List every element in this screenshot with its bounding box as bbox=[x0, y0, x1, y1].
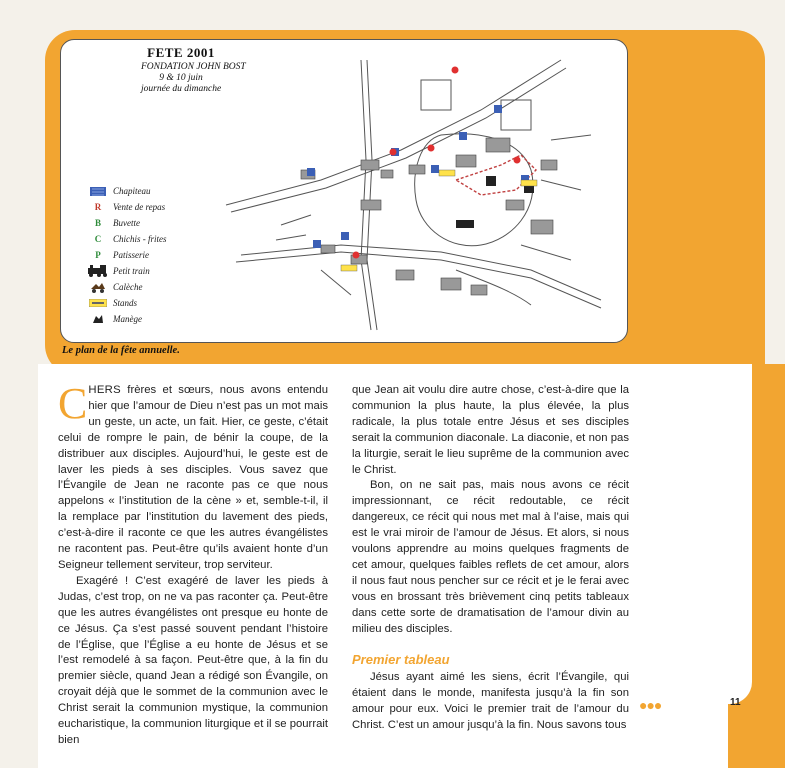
legend-item-patisserie: P Patisserie bbox=[95, 250, 149, 260]
chapiteau-icon bbox=[83, 187, 113, 196]
section-heading: Premier tableau bbox=[352, 651, 450, 667]
map-caption: Le plan de la fête annuelle. bbox=[62, 345, 180, 356]
legend-item-caleche: Calèche bbox=[83, 279, 167, 295]
legend-item-chichis: C Chichis - frites bbox=[94, 234, 167, 244]
legend-item-train: Petit train bbox=[83, 263, 167, 279]
page-number: 11 bbox=[730, 697, 741, 708]
train-icon bbox=[83, 265, 113, 277]
legend-item-chapiteau: Chapiteau bbox=[83, 183, 167, 199]
legend-item-buvette: B Buvette bbox=[94, 218, 140, 228]
drop-cap: C bbox=[58, 379, 88, 428]
legend-item-stands: Stands bbox=[83, 295, 167, 311]
continuation-dots: ●●● bbox=[639, 697, 662, 713]
article-paragraph-2: Exagéré ! C’est exagéré de laver les pieds à Judas, c’est trop, on ne va pas raconter ça. Peut-être que les autres évangélistes ont presque eu honte de ce Jésus. Ça s’est passé souvent pendant l’histoire de l’Église, que l’Église a eu honte de Jésus et se l’est remodelé à sa façon. Peut-être que, à la fin du premier siècle, quand Jean a rédigé son Évangile, on croyait déjà que le sommet de la communion avec le Christ serait la communion mystique, la communion eucharistique, la communion liturgique et il se pourrait bien bbox=[58, 574, 329, 746]
manege-icon bbox=[83, 313, 113, 325]
map-title: FETE 2001 bbox=[147, 45, 215, 60]
article-column-2 bbox=[352, 383, 629, 734]
map-day: journée du dimanche bbox=[141, 84, 222, 94]
article-column-1 bbox=[58, 379, 329, 749]
article-paragraph-4: Jésus ayant aimé les siens, écrit l’Évangile, qui étaient dans le monde, manifesta jusqu’à la fin son amour pour eux. Voici le premier trait de l’amour du Christ. C’est un amour jusqu’à la fin. Nous savons tous bbox=[352, 671, 629, 732]
stand-icon bbox=[83, 299, 113, 307]
article-paragraph-3: Bon, on ne sait pas, mais nous avons ce récit impressionnant, ce récit redoutable, ce récit dangereux, ce récit qui nous met mal à l’aise, mais qui est le vrai miroir de l’amour de Jésus. Et alors, si nous voulons apprendre au moins quelques fragments de cet amour, quelques faibles reflets de cet amour, alors il nous faut nous pencher sur ce récit et je le ferai avec vous en brossant très brièvement cinq petits tableaux dans cette sorte de dramatisation de l’amour divin au milieu des disciples. bbox=[352, 479, 629, 635]
article-paragraph-1: CHERS frères et sœurs, nous avons entendu hier que l’amour de Dieu n’est pas un mot mais un geste, un acte, un fait. Hier, ce geste, c’était celui de rompre le pain, de bénir la coupe, de la distribuer aux disciples. Aujourd’hui, le geste est de laver les pieds à ses disciples. Vous savez que l’Évangile de Jean ne raconte pas ce que nous appelons « l’institution de la cène » et, semble-t-il, il la remplace par l’institution du lavement des pieds, c’est-à-dire il raconte ce que les autres évangélistes ne racontent pas. Peut-être qu’ils avaient honte d’un Seigneur tellement serviteur, trop serviteur. bbox=[58, 379, 328, 571]
map-subtitle: FONDATION JOHN BOST bbox=[141, 62, 246, 72]
map-legend bbox=[83, 183, 167, 327]
legend-item-manege: Manège bbox=[83, 311, 167, 327]
article-card-corner bbox=[712, 364, 752, 704]
caleche-icon bbox=[83, 281, 113, 293]
lead-word: HERS bbox=[88, 384, 121, 396]
article-paragraph-2-continued: que Jean ait voulu dire autre chose, c’est-à-dire que la communion la plus haute, la plus élevée, la plus radicale, la plus totale entre Jésus et ses disciples serait la communion diaconale. La diaconie, et non pas la liturgie, serait le lieu suprême de la communion avec le Christ. bbox=[352, 384, 629, 476]
map-dates: 9 & 10 juin bbox=[159, 73, 203, 83]
legend-item-repas: R Vente de repas bbox=[94, 202, 166, 212]
map-panel bbox=[60, 39, 628, 343]
